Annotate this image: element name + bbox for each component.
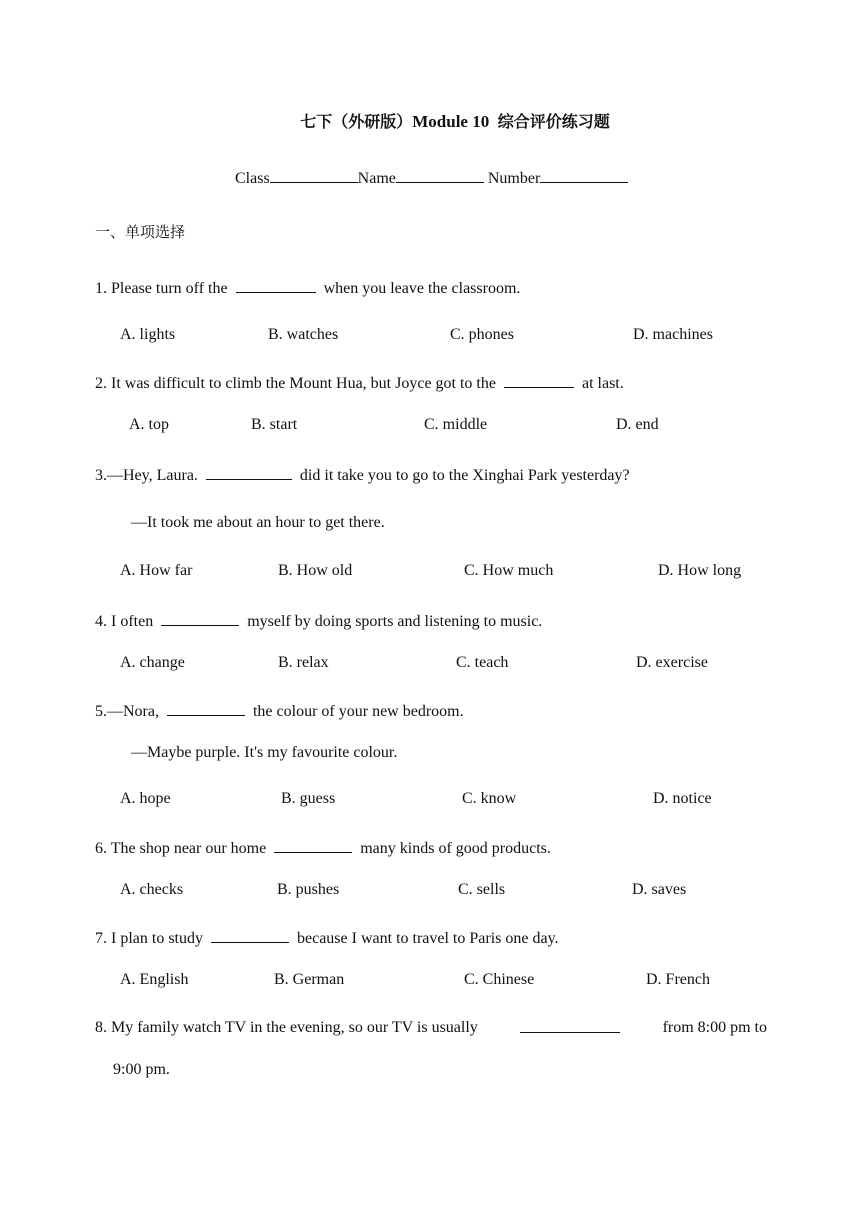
section-heading: 一、单项选择 — [95, 223, 186, 241]
question-7-blank — [211, 928, 289, 943]
question-7-text-end: because I want to travel to Paris one day. — [297, 930, 559, 947]
name-label: Name — [357, 170, 396, 187]
option-6b: B. pushes — [277, 881, 340, 898]
name-blank[interactable] — [396, 168, 484, 183]
class-label: Class — [235, 170, 270, 187]
option-4c: C. teach — [456, 654, 509, 671]
option-2c: C. middle — [424, 416, 488, 433]
question-6-text-end: many kinds of good products. — [360, 840, 551, 857]
question-6-text: 6. The shop near our home — [95, 840, 267, 857]
option-7c: C. Chinese — [464, 971, 535, 988]
question-6-blank — [274, 838, 352, 853]
question-3 — [95, 465, 630, 486]
title-prefix: 七下（外研版） — [300, 112, 413, 131]
question-3-reply: —It took me about an hour to get there. — [131, 514, 385, 531]
option-5c: C. know — [462, 790, 517, 807]
question-4-text-end: myself by doing sports and listening to music. — [247, 613, 543, 630]
option-4d: D. exercise — [636, 654, 708, 671]
option-3c: C. How much — [464, 562, 554, 579]
option-1a: A. lights — [120, 326, 176, 343]
question-1-text: 1. Please turn off the — [95, 280, 228, 297]
question-3-blank — [206, 465, 292, 480]
option-6a: A. checks — [120, 881, 184, 898]
option-1d: D. machines — [633, 326, 713, 343]
question-1 — [95, 278, 520, 299]
question-7 — [95, 928, 559, 949]
option-1c: C. phones — [450, 326, 514, 343]
question-6 — [95, 838, 551, 859]
question-5-blank — [167, 701, 245, 716]
option-2a: A. top — [129, 416, 169, 433]
option-6d: D. saves — [632, 881, 687, 898]
question-5 — [95, 701, 464, 722]
question-3-text-end: did it take you to go to the Xinghai Park yesterday? — [299, 467, 630, 484]
option-3d: D. How long — [658, 562, 742, 579]
question-8 — [95, 1018, 767, 1038]
option-2d: D. end — [616, 416, 659, 433]
question-2-text-end: at last. — [581, 375, 624, 392]
question-4-text: 4. I often — [95, 613, 154, 630]
question-4 — [95, 611, 542, 632]
option-7d: D. French — [646, 971, 710, 988]
question-1-blank — [236, 278, 316, 293]
question-3-text: 3.—Hey, Laura. — [95, 467, 198, 484]
option-7b: B. German — [274, 971, 345, 988]
question-2-text: 2. It was difficult to climb the Mount Hua, but Joyce got to the — [95, 375, 496, 392]
class-blank[interactable] — [270, 168, 358, 183]
question-7-text: 7. I plan to study — [95, 930, 203, 947]
option-5a: A. hope — [120, 790, 171, 807]
title-suffix: 综合评价练习题 — [497, 112, 610, 131]
number-blank[interactable] — [540, 168, 628, 183]
option-4b: B. relax — [278, 654, 329, 671]
option-7a: A. English — [120, 971, 189, 988]
question-8-blank — [520, 1018, 620, 1033]
option-3b: B. How old — [278, 562, 353, 579]
option-2b: B. start — [251, 416, 298, 433]
option-3a: A. How far — [120, 562, 193, 579]
question-8-continuation: 9:00 pm. — [113, 1061, 170, 1078]
question-8-text: 8. My family watch TV in the evening, so our TV is usually — [95, 1019, 478, 1036]
option-4a: A. change — [120, 654, 185, 671]
number-label: Number — [487, 170, 541, 187]
title-module: Module 10 — [412, 112, 490, 131]
student-info-line — [235, 168, 628, 189]
question-2-blank — [504, 373, 574, 388]
option-1b: B. watches — [268, 326, 339, 343]
question-2 — [95, 373, 624, 394]
question-5-text-end: the colour of your new bedroom. — [252, 703, 464, 720]
question-5-text: 5.—Nora, — [95, 703, 159, 720]
page-title — [0, 112, 860, 132]
question-5-reply: —Maybe purple. It's my favourite colour. — [131, 744, 398, 761]
question-1-text-end: when you leave the classroom. — [323, 280, 521, 297]
option-5d: D. notice — [653, 790, 712, 807]
option-6c: C. sells — [458, 881, 506, 898]
question-4-blank — [161, 611, 239, 626]
question-8-text-end: from 8:00 pm to — [662, 1019, 767, 1036]
option-5b: B. guess — [281, 790, 336, 807]
